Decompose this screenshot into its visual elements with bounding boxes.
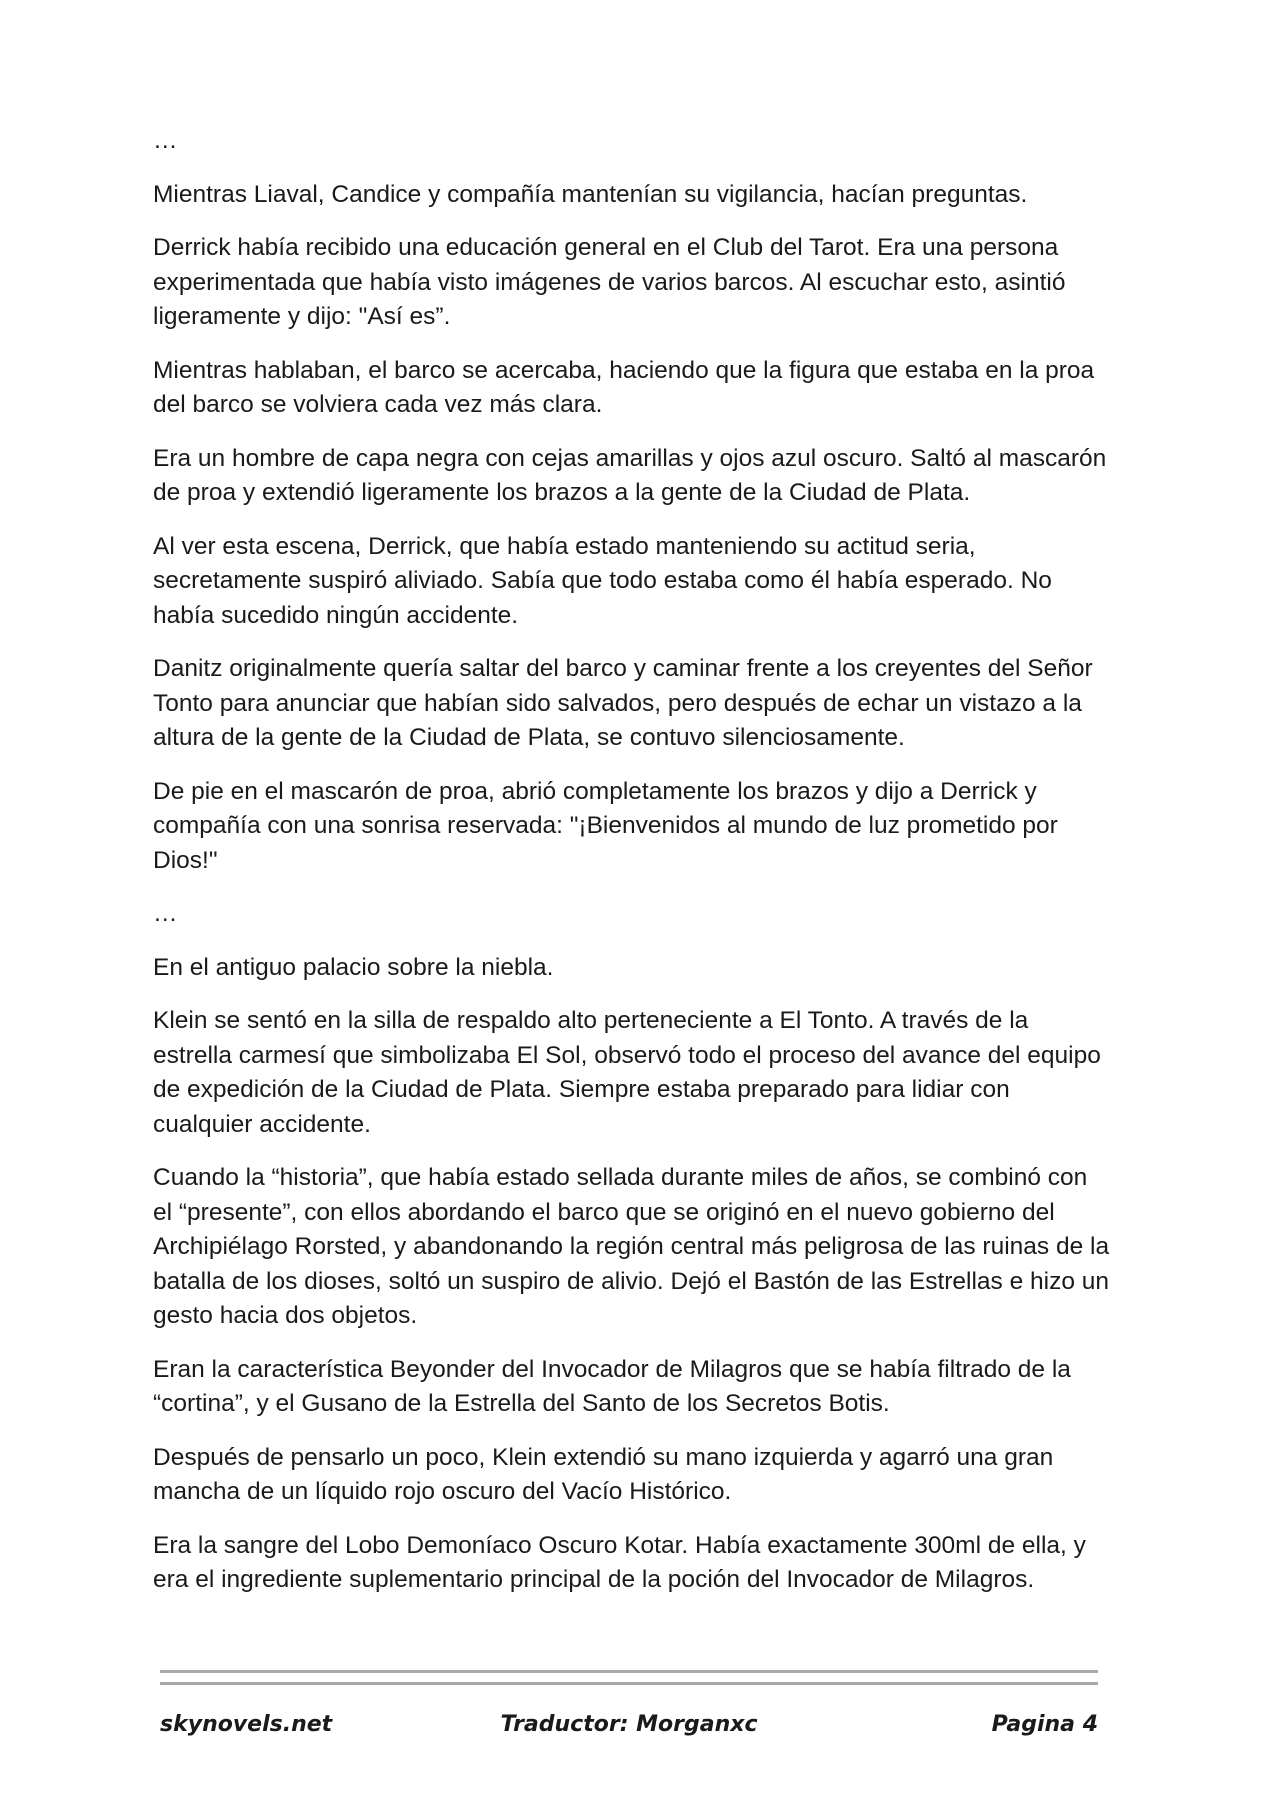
page-footer bbox=[160, 1712, 1098, 1748]
paragraph: En el antiguo palacio sobre la niebla. bbox=[153, 953, 554, 981]
paragraph: … bbox=[153, 900, 178, 927]
paragraph: Danitz originalmente quería saltar del barco y caminar frente a los creyentes del Señor Tonto para anunciar que habían sido salvados, pero después de echar un vistazo a la altura de la gente de la Ciudad de Plata, se contuvo silenciosamente. bbox=[153, 655, 1093, 751]
footer-divider bbox=[160, 1670, 1098, 1694]
document-body bbox=[153, 124, 1113, 1617]
paragraph: Al ver esta escena, Derrick, que había estado manteniendo su actitud seria, secretamente suspiró aliviado. Sabía que todo estaba como él había esperado. No había sucedido ningún accidente. bbox=[153, 532, 1052, 629]
paragraph: Mientras hablaban, el barco se acercaba, haciendo que la figura que estaba en la proa del barco se volviera cada vez más clara. bbox=[153, 356, 1095, 418]
paragraph: Derrick había recibido una educación general en el Club del Tarot. Era una persona experimentada que había visto imágenes de varios barcos. Al escuchar esto, asintió ligeramente y dijo: "Así es”. bbox=[153, 234, 1066, 330]
paragraph: Klein se sentó en la silla de respaldo alto perteneciente a El Tonto. A través de la estrella carmesí que simbolizaba El Sol, observó todo el proceso del avance del equipo de expedición de la Ciudad de Plata. Siempre estaba preparado para lidiar con cualquier accidente. bbox=[153, 1007, 1101, 1138]
paragraph: Era la sangre del Lobo Demoníaco Oscuro Kotar. Había exactamente 300ml de ella, y era el ingrediente suplementario principal de la poción del Invocador de Milagros. bbox=[153, 1531, 1086, 1593]
footer-rule-bottom bbox=[160, 1682, 1098, 1685]
paragraph: Cuando la “historia”, que había estado sellada durante miles de años, se combinó con el “presente”, con ellos abordando el barco que se originó en el nuevo gobierno del Archipiélago Rorsted, y abandonando la región central más peligrosa de las ruinas de la batalla de los dioses, soltó un suspiro de alivio. Dejó el Bastón de las Estrellas e hizo un gesto hacia dos objetos. bbox=[153, 1164, 1110, 1329]
paragraph: … bbox=[153, 127, 178, 154]
paragraph: Eran la característica Beyonder del Invocador de Milagros que se había filtrado de la “cortina”, y el Gusano de la Estrella del Santo de los Secretos Botis. bbox=[153, 1355, 1071, 1417]
paragraph: Después de pensarlo un poco, Klein extendió su mano izquierda y agarró una gran mancha de un líquido rojo oscuro del Vacío Histórico. bbox=[153, 1443, 1054, 1505]
footer-site: skynovels.net bbox=[160, 1712, 333, 1737]
paragraph: De pie en el mascarón de proa, abrió completamente los brazos y dijo a Derrick y compañía con una sonrisa reservada: "¡Bienvenidos al mundo de luz prometido por Dios!" bbox=[153, 777, 1058, 874]
footer-page-number: Pagina 4 bbox=[991, 1712, 1098, 1737]
footer-rule-top bbox=[160, 1670, 1098, 1673]
footer-translator: Traductor: Morganxc bbox=[500, 1712, 758, 1737]
paragraph: Mientras Liaval, Candice y compañía mantenían su vigilancia, hacían preguntas. bbox=[153, 180, 1028, 208]
paragraph: Era un hombre de capa negra con cejas amarillas y ojos azul oscuro. Saltó al mascarón de proa y extendió ligeramente los brazos a la gente de la Ciudad de Plata. bbox=[153, 444, 1107, 506]
